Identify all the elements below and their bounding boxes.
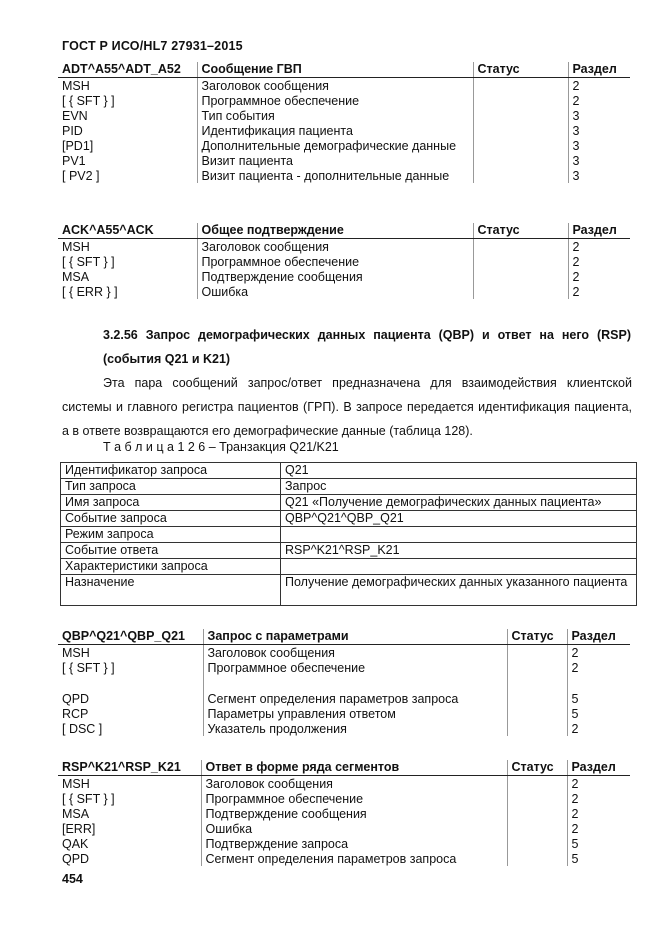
column-header: Раздел [568,62,630,78]
property-value [281,527,637,543]
column-header: Статус [507,760,567,776]
segment-description: Программное обеспечение [197,254,473,269]
segment-description: Указатель продолжения [203,721,507,736]
segment-code: MSA [62,269,90,284]
segment-description: Дополнительные демографические данные [197,138,473,153]
segment-status [473,123,568,138]
segment-description: Заголовок сообщения [197,239,473,255]
property-name: Имя запроса [61,495,281,511]
segment-code: [ { SFT } ] [62,660,115,675]
page-number: 454 [62,872,83,886]
segment-section: 2 [568,269,630,284]
segment-code: [PD1] [62,138,94,153]
property-value: QBP^Q21^QBP_Q21 [281,511,637,527]
property-value: RSP^K21^RSP_K21 [281,543,637,559]
table-row [58,108,630,123]
segment-status [507,791,567,806]
segment-code: MSA [62,806,90,821]
segment-status [507,706,567,721]
segment-status [473,168,568,183]
section-paragraph: Эта пара сообщений запрос/ответ предназначена для взаимодействия клиентской системы и главного регистра пациентов (ГРП). В запросе передается идентификация пациента, а в ответе возвращаются его демографические данные (таблица 128). [62,376,632,438]
table-row [58,851,630,866]
segment-status [473,153,568,168]
table-row [61,479,637,495]
property-name: Режим запроса [61,527,281,543]
segment-status [507,721,567,736]
document-header: ГОСТ Р ИСО/HL7 27931–2015 [62,39,243,53]
segment-section: 2 [567,776,630,792]
segment-description: Визит пациента - дополнительные данные [197,168,473,183]
property-name: Событие запроса [61,511,281,527]
segment-description: Визит пациента [197,153,473,168]
segment-section: 5 [567,706,630,721]
table-header-row [58,629,630,645]
segment-section: 5 [567,836,630,851]
table-row [58,706,630,721]
table-row [61,543,637,559]
table-row [58,284,630,299]
segment-status [507,836,567,851]
segment-description: Заголовок сообщения [203,645,507,661]
segment-section: 2 [567,806,630,821]
property-name: Идентификатор запроса [61,463,281,479]
segment-code: RCP [62,706,89,721]
segment-description: Заголовок сообщения [197,78,473,94]
segment-status [507,645,567,661]
segment-description: Программное обеспечение [201,791,507,806]
segment-section: 2 [567,821,630,836]
table-row [58,78,630,94]
table-row [58,691,630,706]
segment-code: EVN [62,108,88,123]
segment-status [473,239,568,255]
table-row [58,660,630,675]
table-row [58,836,630,851]
property-name: Тип запроса [61,479,281,495]
property-name: Назначение [61,575,281,606]
property-name: Событие ответа [61,543,281,559]
column-header: QBP^Q21^QBP_Q21 [58,629,203,645]
segment-code: [ { SFT } ] [62,254,115,269]
segment-status [507,806,567,821]
table-row [58,168,630,183]
section-heading: 3.2.56 Запрос демографических данных пациента (QBP) и ответ на него (RSP) (события Q21 и K21) [103,328,631,366]
segment-code: [ { SFT } ] [62,791,115,806]
segment-code: MSH [62,239,90,254]
segment-section: 3 [568,153,630,168]
segment-description: Подтверждение сообщения [197,269,473,284]
segment-section: 2 [567,721,630,736]
table-row [61,527,637,543]
segment-section: 3 [568,123,630,138]
segment-code: MSH [62,776,90,791]
column-header: Статус [507,629,567,645]
column-header: ACK^A55^ACK [58,223,197,239]
property-value: Q21 «Получение демографических данных пациента» [281,495,637,511]
segment-status [507,675,567,691]
table-row [61,463,637,479]
column-header: Сообщение ГВП [197,62,473,78]
table-header-row [58,760,630,776]
segment-status [507,776,567,792]
table-row [58,254,630,269]
table-caption: Т а б л и ц а 1 2 6 – Транзакция Q21/K21 [103,440,339,454]
table-row [58,721,630,736]
segment-status [507,851,567,866]
table-header-row [58,223,630,239]
table-row [61,575,637,606]
segment-section: 2 [568,254,630,269]
segment-table-ack [58,223,630,299]
segment-code: [ PV2 ] [62,168,100,183]
segment-code: [ { SFT } ] [62,93,115,108]
segment-section: 2 [568,284,630,299]
table-row [61,495,637,511]
column-header: Раздел [568,223,630,239]
table-row [58,153,630,168]
table-row [61,511,637,527]
table-row [58,645,630,661]
table-row [61,559,637,575]
segment-section: 2 [568,93,630,108]
segment-code: [ { ERR } ] [62,284,118,299]
segment-status [507,660,567,675]
segment-section: 2 [568,239,630,255]
segment-status [473,138,568,153]
segment-code: [ DSC ] [62,721,103,736]
table-row [58,776,630,792]
column-header: Статус [473,62,568,78]
table-row [58,806,630,821]
segment-table-rsp [58,760,630,866]
property-value: Q21 [281,463,637,479]
property-value [281,559,637,575]
column-header: ADT^A55^ADT_A52 [58,62,197,78]
segment-section: 3 [568,108,630,123]
segment-code: [ERR] [62,821,96,836]
segment-description: Подтверждение сообщения [201,806,507,821]
column-header: RSP^K21^RSP_K21 [58,760,201,776]
segment-section: 2 [568,78,630,94]
segment-section: 2 [567,791,630,806]
column-header: Раздел [567,629,630,645]
segment-description: Программное обеспечение [203,660,507,675]
column-header: Общее подтверждение [197,223,473,239]
segment-code: MSH [62,78,90,93]
segment-status [507,821,567,836]
segment-description: Сегмент определения параметров запроса [201,851,507,866]
table-row [58,675,630,691]
segment-description: Ошибка [197,284,473,299]
segment-section: 2 [567,660,630,675]
property-value: Получение демографических данных указанного пациента [281,575,637,606]
segment-description: Идентификация пациента [197,123,473,138]
segment-status [473,269,568,284]
segment-code: PV1 [62,153,86,168]
table-row [58,791,630,806]
table-row [58,239,630,255]
segment-description: Ошибка [201,821,507,836]
segment-description: Подтверждение запроса [201,836,507,851]
segment-description: Программное обеспечение [197,93,473,108]
segment-section: 2 [567,645,630,661]
segment-status [473,254,568,269]
segment-section [567,675,630,691]
segment-section: 5 [567,851,630,866]
segment-status [507,691,567,706]
segment-table-qbp [58,629,630,736]
table-row [58,821,630,836]
segment-description [203,675,507,691]
segment-code [58,675,203,691]
segment-status [473,108,568,123]
query-definition-table [60,462,637,606]
segment-section: 5 [567,691,630,706]
segment-section: 3 [568,138,630,153]
segment-description: Заголовок сообщения [201,776,507,792]
table-row [58,269,630,284]
segment-status [473,284,568,299]
segment-status [473,78,568,94]
column-header: Запрос с параметрами [203,629,507,645]
segment-code: PID [62,123,83,138]
segment-status [473,93,568,108]
segment-code: QAK [62,836,89,851]
segment-code: QPD [62,691,90,706]
segment-section: 3 [568,168,630,183]
table-row [58,138,630,153]
property-value: Запрос [281,479,637,495]
segment-description: Сегмент определения параметров запроса [203,691,507,706]
column-header: Статус [473,223,568,239]
segment-code: MSH [62,645,90,660]
table-header-row [58,62,630,78]
segment-code: QPD [62,851,90,866]
column-header: Ответ в форме ряда сегментов [201,760,507,776]
property-name: Характеристики запроса [61,559,281,575]
segment-description: Тип события [197,108,473,123]
segment-table-adt [58,62,630,183]
segment-description: Параметры управления ответом [203,706,507,721]
column-header: Раздел [567,760,630,776]
table-row [58,123,630,138]
table-row [58,93,630,108]
